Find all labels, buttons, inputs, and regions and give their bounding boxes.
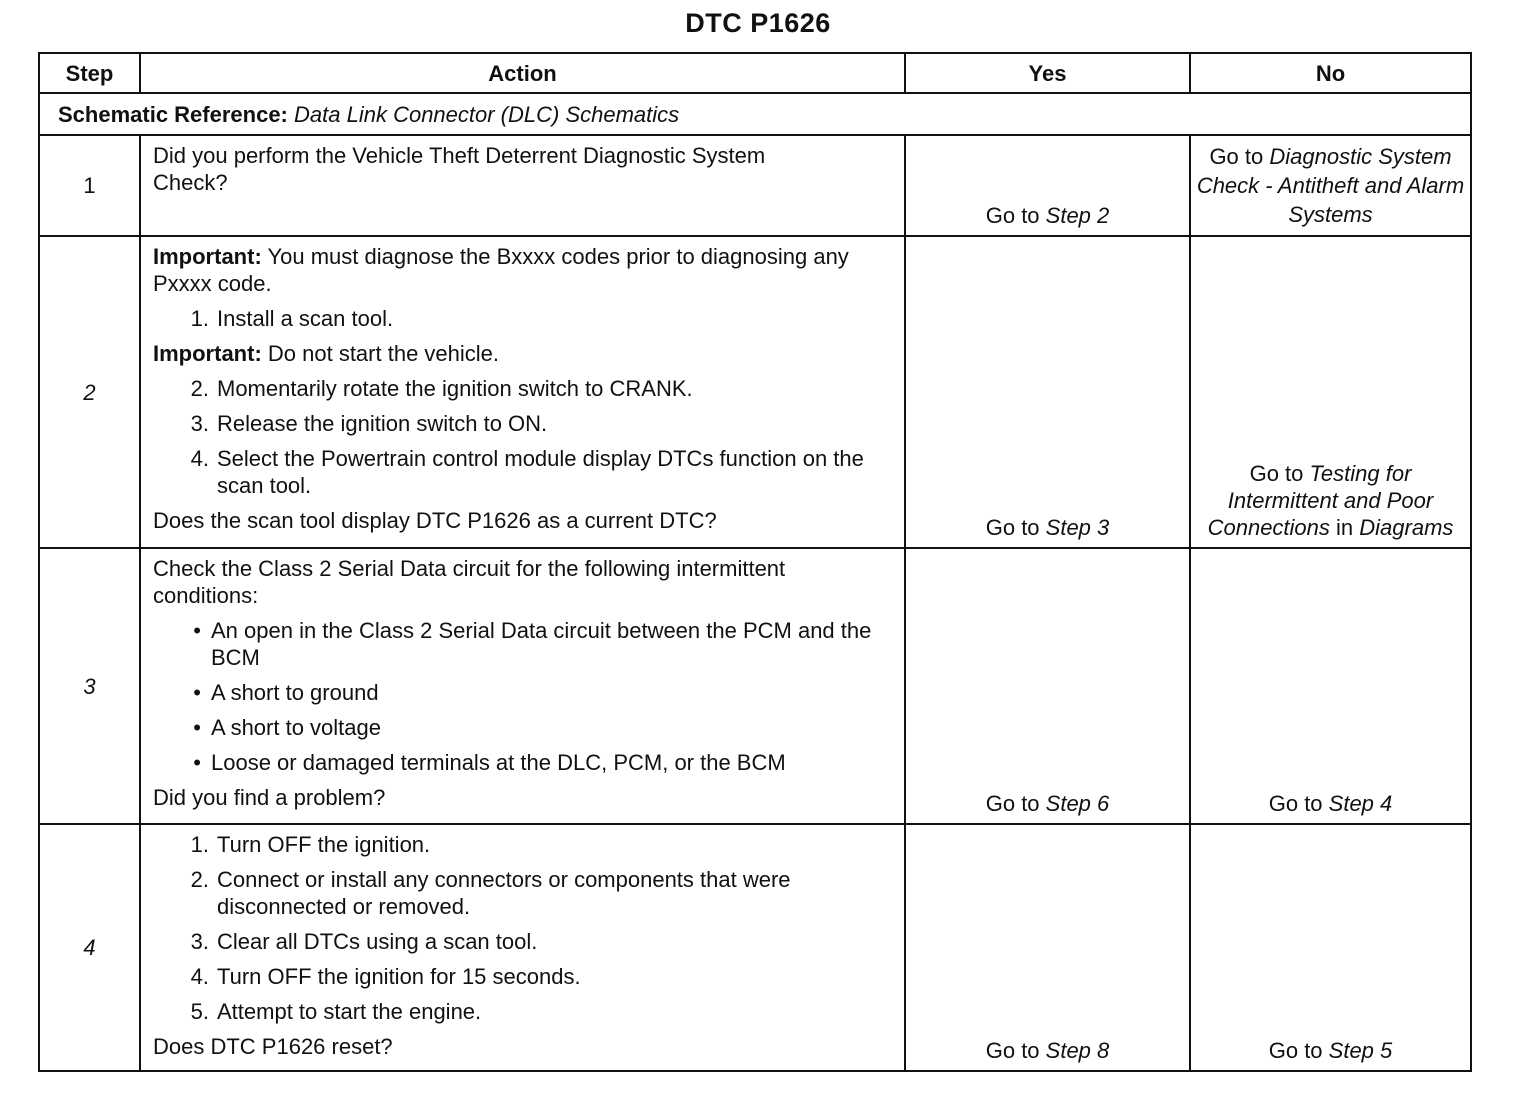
table-row: [39, 548, 1471, 824]
step-number: 2: [39, 236, 140, 548]
goto-step-link[interactable]: Step 6: [1045, 791, 1110, 816]
page-title: DTC P1626: [685, 8, 831, 38]
goto-mid: in: [1329, 515, 1360, 540]
item-text: A short to ground: [211, 680, 379, 705]
item-number: 5.: [190, 999, 209, 1024]
list-item: [153, 305, 892, 332]
no-cell: [1190, 548, 1471, 824]
important-text: Do not start the vehicle.: [267, 341, 500, 366]
list-item: [153, 928, 892, 955]
item-text: Release the ignition switch to ON.: [217, 411, 548, 436]
goto-prefix: Go to: [1249, 461, 1310, 486]
header-row: [39, 53, 1471, 93]
yes-cell: [905, 548, 1190, 824]
action-question: Did you find a problem?: [153, 785, 386, 810]
item-number: 4.: [190, 446, 209, 471]
action-question: Did you perform the Vehicle Theft Deterrent Diagnostic System Check?: [153, 143, 766, 195]
no-cell: [1190, 236, 1471, 548]
no-cell: [1190, 135, 1471, 236]
goto-step-link[interactable]: Step 3: [1045, 515, 1110, 540]
item-number: 2.: [190, 376, 209, 401]
goto-link[interactable]: Diagrams: [1359, 515, 1454, 540]
list-item: [153, 963, 892, 990]
list-item: [153, 998, 892, 1025]
step-header: Step: [39, 53, 140, 93]
goto-prefix: Go to: [985, 515, 1046, 540]
item-text: Momentarily rotate the ignition switch to CRANK.: [217, 376, 693, 401]
dtc-table: [38, 52, 1472, 1072]
goto-prefix: Go to: [985, 203, 1046, 228]
list-item: [153, 679, 892, 706]
list-item: [153, 714, 892, 741]
item-text: Loose or damaged terminals at the DLC, PCM, or the BCM: [211, 750, 786, 775]
item-text: Clear all DTCs using a scan tool.: [217, 929, 538, 954]
list-item: [153, 617, 892, 671]
goto-link[interactable]: Testing for Intermittent and Poor Connections: [1207, 461, 1434, 540]
action-cell: [140, 824, 905, 1071]
action-question: Does the scan tool display DTC P1626 as a current DTC?: [153, 508, 717, 533]
action-cell: [140, 236, 905, 548]
yes-header: Yes: [905, 53, 1190, 93]
list-item: [153, 375, 892, 402]
goto-link[interactable]: Diagnostic System Check - Antitheft and Alarm Systems: [1196, 144, 1465, 227]
no-header: No: [1190, 53, 1471, 93]
table-row: [39, 824, 1471, 1071]
item-text: Turn OFF the ignition.: [217, 832, 431, 857]
table-row: [39, 135, 1471, 236]
bullet-icon: •: [193, 618, 201, 643]
important-note: [153, 243, 892, 297]
goto-step-link[interactable]: Step 5: [1328, 1038, 1393, 1063]
item-number: 4.: [190, 964, 209, 989]
list-item: [153, 831, 892, 858]
item-number: 2.: [190, 867, 209, 892]
item-text: A short to voltage: [211, 715, 381, 740]
item-number: 3.: [190, 411, 209, 436]
yes-cell: [905, 824, 1190, 1071]
schematic-row: [39, 93, 1471, 135]
important-label: Important:: [153, 341, 262, 366]
list-item: [153, 866, 892, 920]
goto-step-link[interactable]: Step 4: [1328, 791, 1393, 816]
goto-step-link[interactable]: Step 2: [1045, 203, 1110, 228]
yes-cell: [905, 135, 1190, 236]
important-text: You must diagnose the Bxxxx codes prior to diagnosing any Pxxxx code.: [153, 244, 849, 296]
action-cell: [140, 548, 905, 824]
important-label: Important:: [153, 244, 262, 269]
goto-prefix: Go to: [985, 791, 1046, 816]
goto-prefix: Go to: [1268, 791, 1329, 816]
bullet-icon: •: [193, 680, 201, 705]
list-item: [153, 445, 892, 499]
item-text: An open in the Class 2 Serial Data circuit between the PCM and the BCM: [211, 618, 872, 670]
step-number: 4: [39, 824, 140, 1071]
list-item: [153, 410, 892, 437]
goto-prefix: Go to: [1209, 144, 1270, 169]
item-number: 3.: [190, 929, 209, 954]
item-text: Turn OFF the ignition for 15 seconds.: [217, 964, 581, 989]
action-question: Does DTC P1626 reset?: [153, 1034, 393, 1059]
step-number: 3: [39, 548, 140, 824]
yes-cell: [905, 236, 1190, 548]
important-note: [153, 340, 892, 367]
no-cell: [1190, 824, 1471, 1071]
action-cell: [140, 135, 905, 236]
table-row: [39, 236, 1471, 548]
bullet-icon: •: [193, 750, 201, 775]
goto-prefix: Go to: [1268, 1038, 1329, 1063]
action-intro: Check the Class 2 Serial Data circuit for the following intermittent conditions:: [153, 556, 786, 608]
item-text: Connect or install any connectors or components that were disconnected or removed.: [217, 867, 791, 919]
item-number: 1.: [190, 306, 209, 331]
schematic-link[interactable]: Data Link Connector (DLC) Schematics: [294, 101, 680, 127]
schematic-reference: [39, 93, 1471, 135]
item-text: Select the Powertrain control module display DTCs function on the scan tool.: [217, 446, 864, 498]
goto-prefix: Go to: [985, 1038, 1046, 1063]
item-number: 1.: [190, 832, 209, 857]
bullet-icon: •: [193, 715, 201, 740]
step-number: 1: [39, 135, 140, 236]
item-text: Install a scan tool.: [217, 306, 394, 331]
item-text: Attempt to start the engine.: [217, 999, 482, 1024]
action-header: Action: [140, 53, 905, 93]
schematic-label: Schematic Reference:: [58, 101, 288, 127]
goto-step-link[interactable]: Step 8: [1045, 1038, 1110, 1063]
list-item: [153, 749, 892, 776]
